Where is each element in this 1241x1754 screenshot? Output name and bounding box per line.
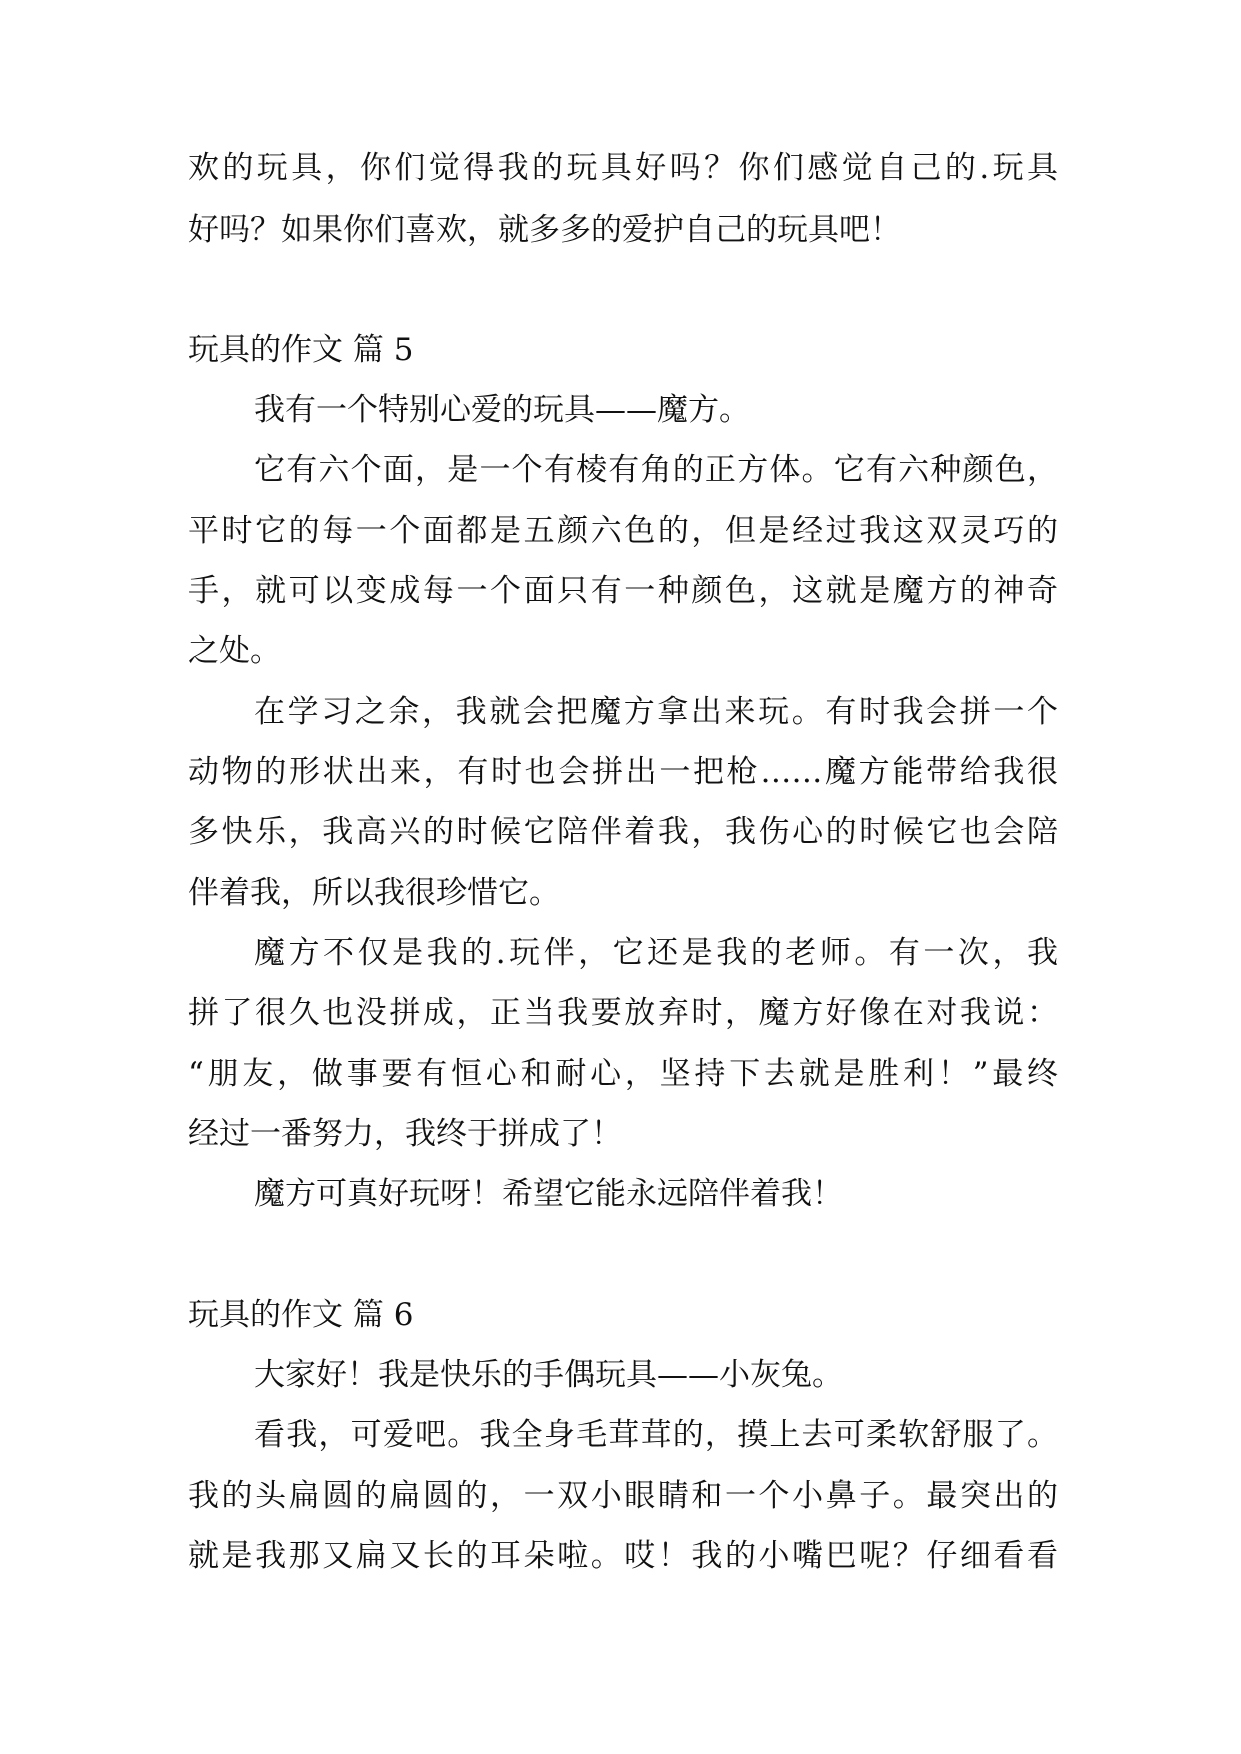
- text-line: 欢的玩具，你们觉得我的玩具好吗？你们感觉自己的.玩具: [188, 150, 1058, 186]
- text-line: 在学习之余，我就会把魔方拿出来玩。有时我会拼一个: [254, 694, 1058, 730]
- text-line: 伴着我，所以我很珍惜它。: [188, 875, 560, 911]
- text-line: 拼了很久也没拼成，正当我要放弃时，魔方好像在对我说：: [188, 995, 1058, 1031]
- text-line: 好吗？如果你们喜欢，就多多的爱护自己的玩具吧！: [188, 212, 901, 248]
- text-line: 之处。: [188, 633, 281, 669]
- section-heading: 玩具的作文 篇 5: [188, 332, 414, 368]
- text-line: 经过一番努力，我终于拼成了！: [188, 1116, 622, 1152]
- text-line: 就是我那又扁又长的耳朵啦。哎！我的小嘴巴呢？仔细看看: [188, 1538, 1058, 1574]
- text-line: 平时它的每一个面都是五颜六色的，但是经过我这双灵巧的: [188, 513, 1058, 549]
- text-line: “朋友，做事要有恒心和耐心，坚持下去就是胜利！”最终: [188, 1056, 1058, 1092]
- text-line: 魔方可真好玩呀！希望它能永远陪伴着我！: [254, 1176, 843, 1212]
- text-line: 它有六个面，是一个有棱有角的正方体。它有六种颜色，: [254, 452, 1058, 488]
- text-line: 动物的形状出来，有时也会拼出一把枪……魔方能带给我很: [188, 754, 1058, 790]
- text-line: 我的头扁圆的扁圆的，一双小眼睛和一个小鼻子。最突出的: [188, 1478, 1058, 1514]
- text-line: 我有一个特别心爱的玩具——魔方。: [254, 392, 750, 428]
- text-line: 看我，可爱吧。我全身毛茸茸的，摸上去可柔软舒服了。: [254, 1417, 1058, 1453]
- text-line: 大家好！我是快乐的手偶玩具——小灰兔。: [254, 1357, 843, 1393]
- text-line: 魔方不仅是我的.玩伴，它还是我的老师。有一次，我: [254, 935, 1058, 971]
- section-heading: 玩具的作文 篇 6: [188, 1297, 414, 1333]
- text-line: 多快乐，我高兴的时候它陪伴着我，我伤心的时候它也会陪: [188, 814, 1058, 850]
- text-line: 手，就可以变成每一个面只有一种颜色，这就是魔方的神奇: [188, 573, 1058, 609]
